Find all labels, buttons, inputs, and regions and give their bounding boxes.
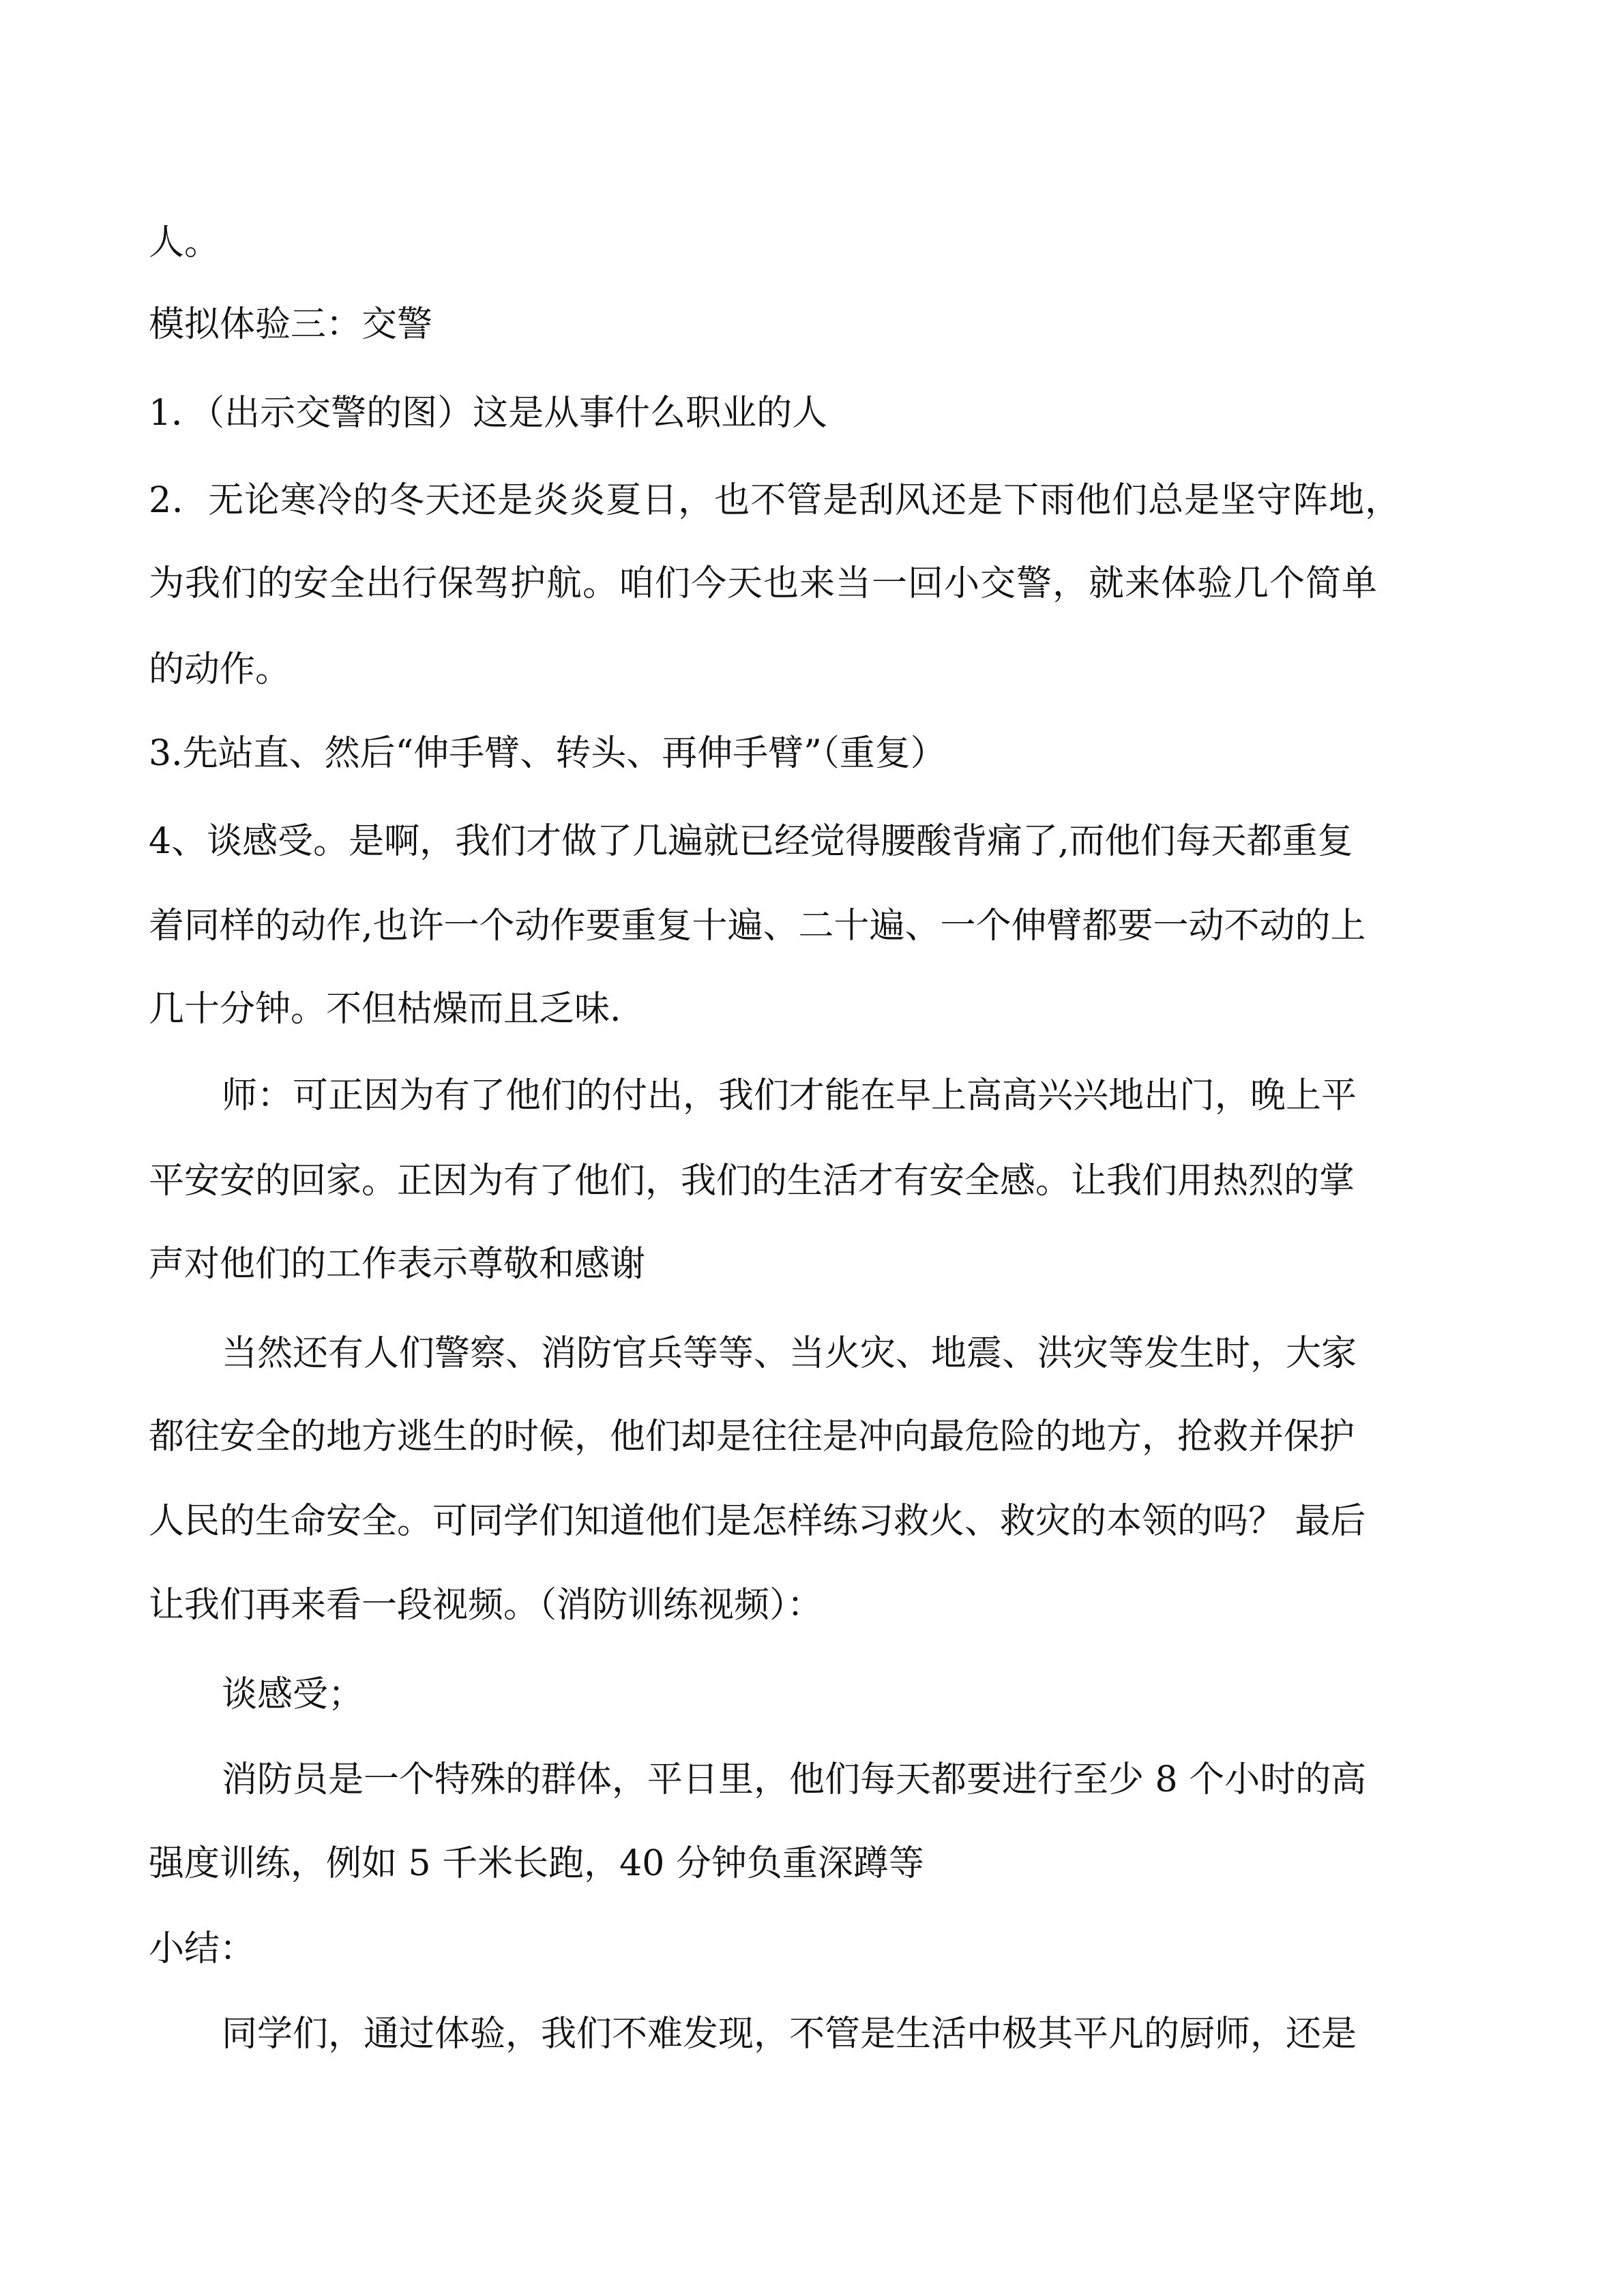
text-line-step-4-cont: 着同样的动作,也许一个动作要重复十遍、二十遍、一个伸臂都要一动不动的上 bbox=[149, 906, 1366, 946]
text-line-step-2-cont: 为我们的安全出行保驾护航。咱们今天也来当一回小交警，就来体验几个简单 bbox=[149, 563, 1378, 604]
paragraph-summary-start: 同学们，通过体验，我们不难发现，不管是生活中极其平凡的厨师，还是 bbox=[222, 2014, 1357, 2055]
paragraph-firefighters-end: 让我们再来看一段视频。（消防训练视频）： bbox=[149, 1585, 823, 1626]
paragraph-firefighters-cont-1: 都往安全的地方逃生的时候，他们却是往往是冲向最危险的地方，抢救并保护 bbox=[149, 1416, 1355, 1457]
paragraph-teacher-start: 师：可正因为有了他们的付出，我们才能在早上高高兴兴地出门，晚上平 bbox=[222, 1075, 1357, 1116]
paragraph-teacher-cont: 平安安的回家。正因为有了他们，我们的生活才有安全感。让我们用热烈的掌 bbox=[149, 1161, 1355, 1202]
paragraph-feelings: 谈感受； bbox=[222, 1674, 364, 1715]
text-line-step-4: 4、谈感受。是啊，我们才做了几遍就已经觉得腰酸背痛了,而他们每天都重复 bbox=[149, 821, 1353, 862]
text-line-step-1: 1．（出示交警的图）这是从事什么职业的人 bbox=[149, 393, 828, 434]
paragraph-training-end: 强度训练，例如 5 千米长跑，40 分钟负重深蹲等 bbox=[149, 1843, 924, 1884]
paragraph-training-start: 消防员是一个特殊的群体，平日里，他们每天都要进行至少 8 个小时的高 bbox=[222, 1759, 1367, 1800]
paragraph-firefighters-cont-2: 人民的生命安全。可同学们知道他们是怎样练习救火、救灾的本领的吗？ 最后 bbox=[149, 1501, 1366, 1542]
paragraph-firefighters-start: 当然还有人们警察、消防官兵等等、当火灾、地震、洪灾等发生时，大家 bbox=[222, 1333, 1357, 1374]
section-heading-traffic-police: 模拟体验三：交警 bbox=[149, 304, 433, 345]
text-line-step-4-end: 几十分钟。不但枯燥而且乏味. bbox=[149, 989, 621, 1030]
paragraph-teacher-end: 声对他们的工作表示尊敬和感谢 bbox=[149, 1244, 646, 1285]
text-line-step-2: 2．无论寒冷的冬天还是炎炎夏日，也不管是刮风还是下雨他们总是坚守阵地， bbox=[149, 480, 1402, 521]
text-line-step-2-end: 的动作。 bbox=[149, 649, 291, 690]
text-line-continuation: 人。 bbox=[149, 222, 220, 263]
text-line-step-3: 3.先站直、然后“伸手臂、转头、再伸手臂”（重复） bbox=[149, 733, 946, 774]
section-heading-summary: 小结： bbox=[149, 1928, 256, 1969]
